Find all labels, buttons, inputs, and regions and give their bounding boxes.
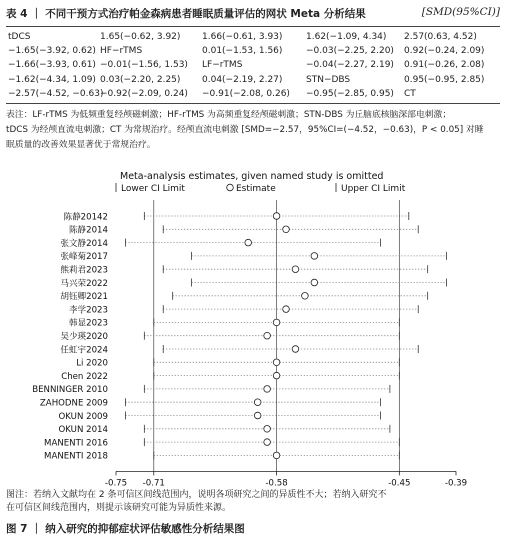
x-tick-label: -0.45 <box>388 478 411 489</box>
table-note-line-2: tDCS 为经颅直流电刺激；CT 为常规治疗。经颅直流电刺激 [SMD=−2.57，95%CI=(−4.52，−0.63)，P < 0.05] 对睡 <box>6 125 484 135</box>
study-label: MANENTI 2018 <box>44 451 108 462</box>
x-tick-label: -0.71 <box>142 478 165 489</box>
study-estimate-point <box>273 359 280 366</box>
study-estimate-point <box>254 399 261 406</box>
table-cell: 1.62(−1.09, 4.34) <box>306 32 387 42</box>
table-bottom-rule <box>6 103 500 104</box>
table-cell: 0.92(−0.24, 2.09) <box>404 46 485 57</box>
figure-caption-line-1: 图注：若纳入文献均在 2 条可信区间线范围内，说明各项研究之间的异质性不大；若纳入研究不 <box>6 490 387 500</box>
table-cell: 0.03(−2.20, 2.25) <box>100 74 181 85</box>
study-estimate-point <box>245 239 252 246</box>
chart-title: Meta-analysis estimates, given named study is omitted <box>120 171 384 182</box>
figure-caption-line-2: 在可信区间线范围内，则提示该研究可能为异质性来源。 <box>6 503 232 513</box>
study-estimate-point <box>273 372 280 379</box>
study-label: ZAHODNE 2009 <box>39 398 108 409</box>
table-title-text: 表 4 ｜ 不同干预方式治疗帕金森病患者睡眠质量评估的网状 Meta 分析结果 <box>6 8 366 20</box>
legend-estimate-marker <box>227 184 234 191</box>
study-label: MANENTI 2016 <box>44 438 108 449</box>
table-row <box>6 58 500 72</box>
table-cell: 0.95(−0.95, 2.85) <box>404 74 485 85</box>
sensitivity-chart <box>0 160 506 489</box>
study-estimate-point <box>273 452 280 459</box>
x-tick-label: -0.75 <box>104 478 128 489</box>
table-cell: LF−rTMS <box>202 60 243 71</box>
table-note-line-1: 表注：LF-rTMS 为低频重复经颅磁刺激；HF-rTMS 为高频重复经颅磁刺激；STN-DBS 为丘脑底核脑深部电刺激； <box>6 110 452 120</box>
study-label: 张峰菊2017 <box>60 252 108 263</box>
study-estimate-point <box>264 426 271 433</box>
table-cell: −0.95(−2.85, 0.95) <box>306 88 394 99</box>
legend-lower-label: Lower CI Limit <box>121 184 185 194</box>
study-estimate-point <box>302 293 309 300</box>
study-estimate-point <box>273 213 280 220</box>
study-label: 陈静20142 <box>63 212 108 223</box>
study-label: 张文静2014 <box>60 238 108 249</box>
table-cell: 1.65(−0.62, 3.92) <box>100 32 181 42</box>
table-cell: −1.66(−3.93, 0.61) <box>8 60 96 71</box>
study-estimate-point <box>264 439 271 446</box>
table-row <box>6 44 500 58</box>
study-estimate-point <box>311 253 318 260</box>
table-cell: −0.03(−2.25, 2.20) <box>306 46 394 57</box>
table-cell: 0.91(−0.26, 2.08) <box>404 60 485 71</box>
table-cell: −0.91(−2.08, 0.26) <box>202 88 290 99</box>
legend-upper-label: Upper CI Limit <box>341 184 406 194</box>
study-label: 胡钰卿2021 <box>60 292 108 303</box>
legend-estimate-label: Estimate <box>236 184 276 194</box>
study-estimate-point <box>283 306 290 313</box>
study-label: BENNINGER 2010 <box>32 385 108 396</box>
study-estimate-point <box>254 412 261 419</box>
study-label: 任虹宇2024 <box>60 345 108 356</box>
league-table <box>6 30 500 101</box>
study-label: 韩显2023 <box>68 318 108 329</box>
table-top-rule <box>6 26 500 27</box>
table-cell: −0.92(−2.09, 0.24) <box>100 88 188 99</box>
table-cell: 2.57(0.63, 4.52) <box>404 32 477 42</box>
study-label: Chen 2022 <box>61 371 108 382</box>
table-note-line-3: 眠质量的改善效果显著优于常规治疗。 <box>6 140 156 150</box>
table-cell: −1.65(−3.92, 0.62) <box>8 46 96 57</box>
study-label: 李学2023 <box>68 305 108 316</box>
table-note <box>6 108 500 153</box>
x-tick-label: -0.58 <box>265 478 288 489</box>
table-title <box>6 6 500 24</box>
study-estimate-point <box>264 386 271 393</box>
study-label: OKUN 2014 <box>58 425 108 436</box>
table-unit: [SMD(95%CI)] <box>421 6 500 18</box>
study-estimate-point <box>273 319 280 326</box>
table-cell: CT <box>404 88 416 99</box>
table-cell: −1.62(−4.34, 1.09) <box>8 74 96 85</box>
table-row <box>6 87 500 101</box>
study-estimate-point <box>264 332 271 339</box>
figure-title: 图 7 ｜ 纳入研究的抑郁症状评估敏感性分析结果图 <box>6 523 245 535</box>
study-label: OKUN 2009 <box>58 411 108 422</box>
table-cell: −0.01(−1.56, 1.53) <box>100 60 188 71</box>
table-row <box>6 30 500 44</box>
table-cell: STN−DBS <box>306 74 351 85</box>
table-cell: 0.01(−1.53, 1.56) <box>202 46 283 57</box>
table-cell: 0.04(−2.19, 2.27) <box>202 74 283 85</box>
table-cell: 1.66(−0.61, 3.93) <box>202 32 283 42</box>
study-estimate-point <box>292 346 299 353</box>
table-cell: −0.04(−2.27, 2.19) <box>306 60 394 71</box>
figure-caption <box>6 487 500 513</box>
study-label: 陈静2014 <box>68 225 108 236</box>
study-estimate-point <box>292 266 299 273</box>
x-tick-label: -0.39 <box>444 478 468 489</box>
table-cell: HF−rTMS <box>100 46 143 57</box>
study-label: Li 2020 <box>76 358 108 369</box>
study-label: 熊莉君2023 <box>60 265 108 276</box>
study-label: 吴少瑛2020 <box>60 332 108 342</box>
table-cell: tDCS <box>8 32 31 42</box>
study-label: 马兴荣2022 <box>60 278 108 289</box>
study-estimate-point <box>283 226 290 233</box>
table-cell: −2.57(−4.52, −0.63) <box>8 88 104 99</box>
table-row <box>6 73 500 87</box>
study-estimate-point <box>311 279 318 286</box>
